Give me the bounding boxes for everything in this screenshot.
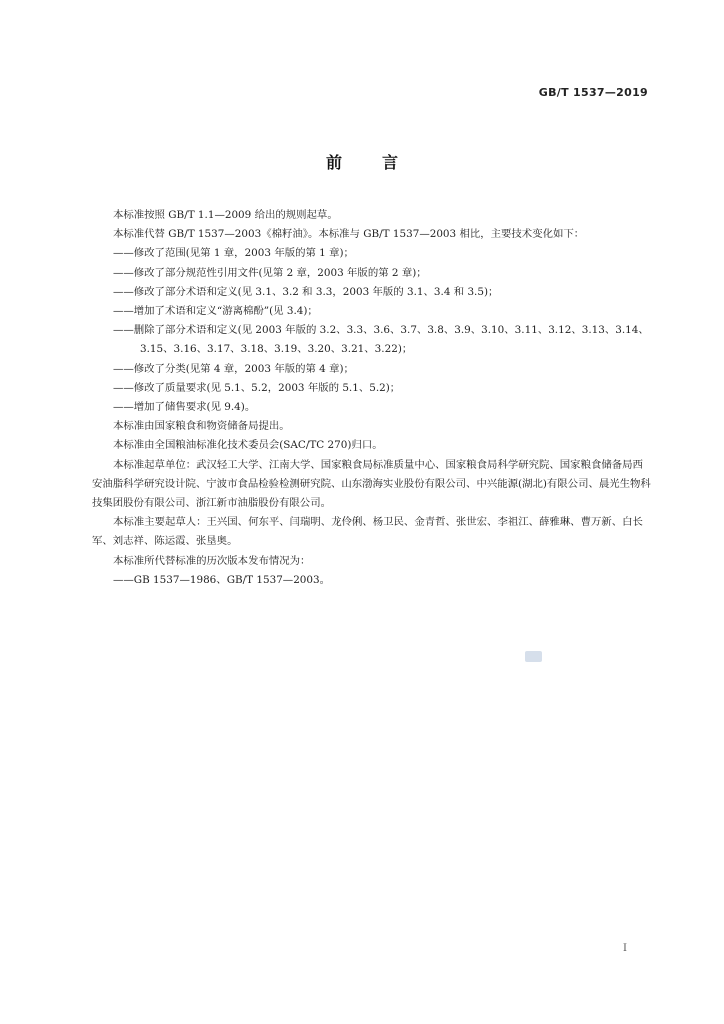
change-item: ——修改了范围(见第 1 章，2003 年版的第 1 章)； (113, 247, 354, 260)
history-item: ——GB 1537—1986、GB/T 1537—2003。 (113, 573, 331, 586)
change-item: ——删除了部分术语和定义(见 2003 年版的 3.2、3.3、3.6、3.7、3.8、3.9、3.10、3.11、3.12、3.13、3.14、 (113, 324, 649, 337)
change-item-continued: 3.15、3.16、3.17、3.18、3.19、3.20、3.21、3.22)； (140, 343, 413, 356)
page-number: I (623, 943, 627, 954)
change-item: ——增加了储售要求(见 9.4)。 (113, 401, 256, 414)
change-item: ——修改了质量要求(见 5.1、5.2，2003 年版的 5.1、5.2)； (113, 381, 401, 394)
change-item: ——修改了部分规范性引用文件(见第 2 章，2003 年版的第 2 章)； (113, 266, 427, 279)
change-item: ——修改了分类(见第 4 章，2003 年版的第 4 章)； (113, 362, 354, 375)
standard-code: GB/T 1537—2019 (538, 86, 648, 99)
page-title: 前言 (325, 153, 438, 172)
change-item: ——修改了部分术语和定义(见 3.1、3.2 和 3.3，2003 年版的 3.1、3.4 和 3.5)； (113, 285, 499, 298)
paragraph-history-intro: 本标准所代替标准的历次版本发布情况为： (113, 554, 311, 567)
paragraph-replacement: 本标准代替 GB/T 1537—2003《棉籽油》。本标准与 GB/T 1537—2003 相比，主要技术变化如下： (113, 228, 585, 241)
paragraph-technical-committee: 本标准由全国粮油标准化技术委员会(SAC/TC 270)归口。 (113, 439, 383, 452)
paragraph-proposer: 本标准由国家粮食和物资储备局提出。 (113, 420, 290, 433)
paragraph-drafting-rule: 本标准按照 GB/T 1.1—2009 给出的规则起草。 (113, 209, 338, 221)
watermark-logo (525, 651, 542, 662)
paragraph-drafting-units: 本标准起草单位：武汉轻工大学、江南大学、国家粮食局标准质量中心、国家粮食局科学研究院、国家粮食储备局西安油脂科学研究设计院、宁波市食品检验检测研究院、山东渤海实业股份有限公司、中兴能源(湖北)有限公司、晨光生物科技集团股份有限公司、浙江新市油脂股份有限公司。 (92, 458, 651, 510)
foreword-body (92, 206, 652, 590)
paragraph-drafters: 本标准主要起草人：王兴国、何东平、闫瑞明、龙伶俐、杨卫民、金青哲、张世宏、李祖江、薛雅琳、曹万新、白长军、刘志祥、陈运霞、张垦奥。 (92, 516, 643, 548)
change-item: ——增加了术语和定义“游离棉酚”(见 3.4)； (113, 305, 318, 318)
